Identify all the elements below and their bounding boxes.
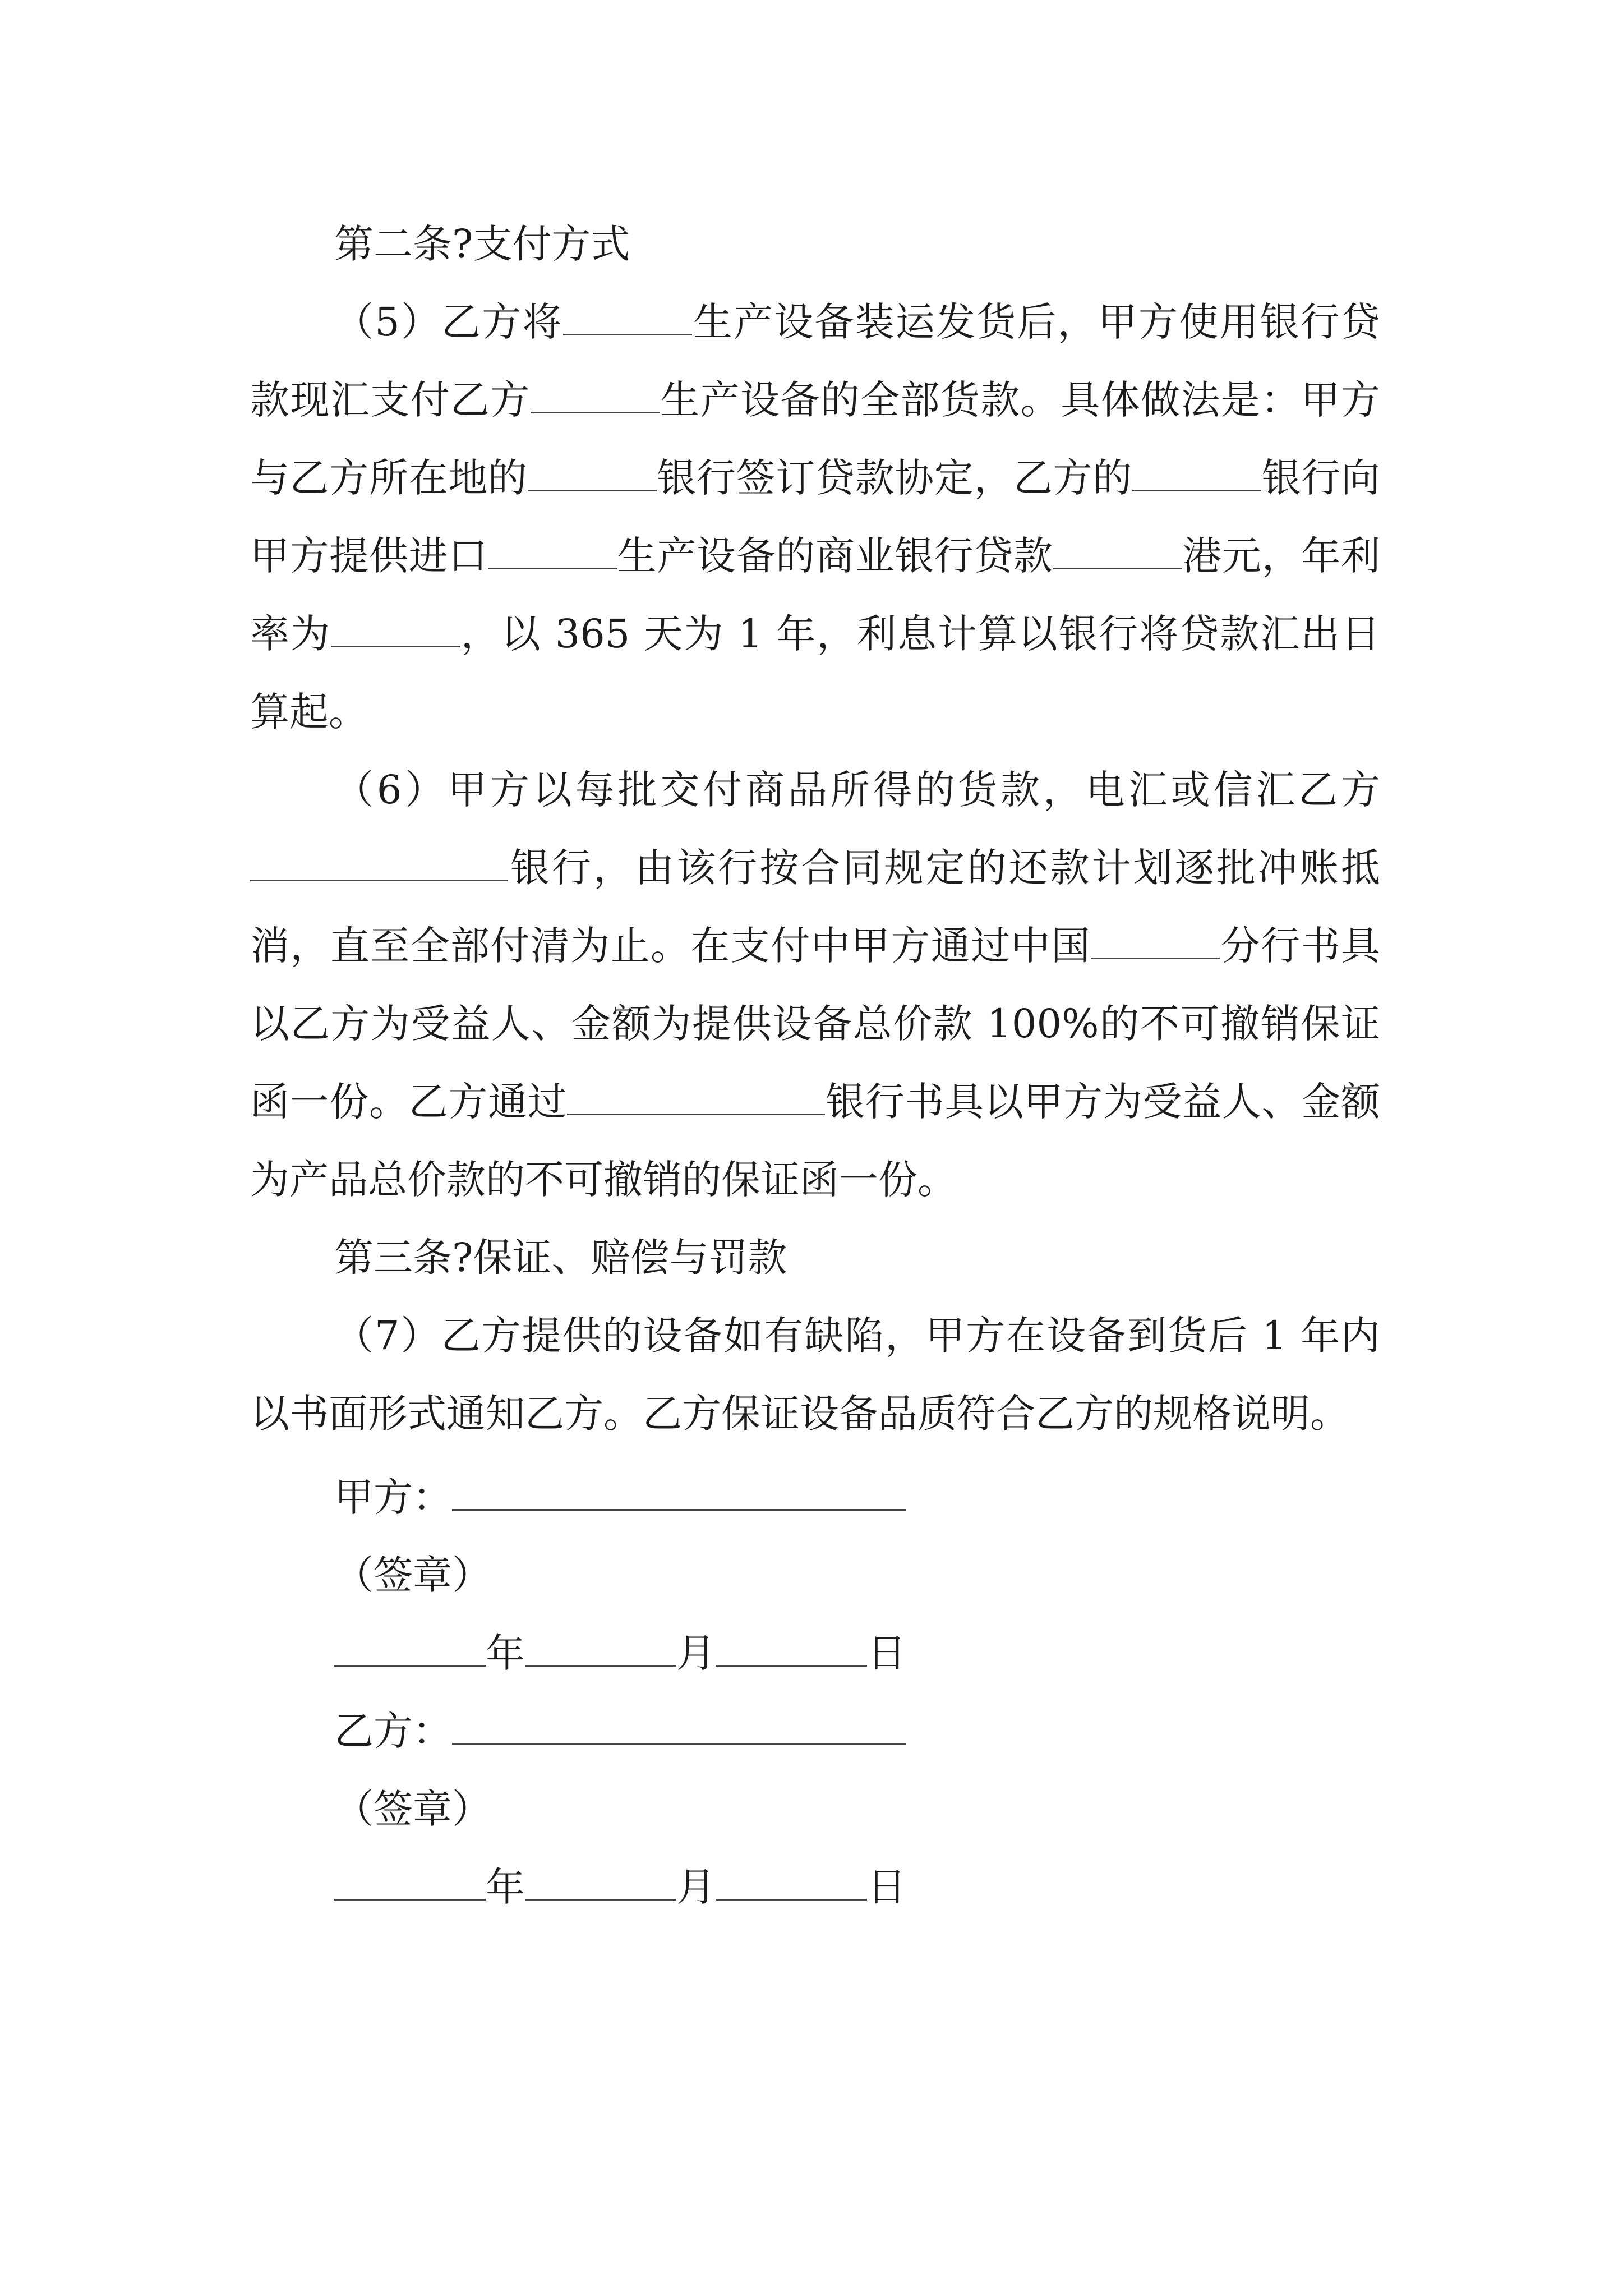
p6-text-3: 分行书具以乙方为受益人、金额为提供设备总价款 100%的不可撤销保证函一份。乙方通过: [250, 923, 1381, 1125]
blank-field: [1091, 921, 1220, 960]
party-b-seal: （签章）: [334, 1786, 491, 1832]
party-a-label: 甲方：: [334, 1474, 452, 1520]
p6-text-2: 银行，由该行按合同规定的还款计划逐批冲账抵消，直至全部付清为止。在支付中甲方通过中国: [250, 845, 1380, 969]
article-3-heading: 第三条?保证、赔偿与罚款: [334, 1235, 787, 1281]
blank-field: [1132, 453, 1261, 492]
p5-text-1: （5）乙方将: [334, 299, 563, 345]
p5-text-8: ，以 365 天为 1 年，利息计算以银行将贷款汇出日算起。: [250, 611, 1380, 735]
blank-field: [250, 843, 508, 882]
p5-text-5: 银行向甲方提供进口: [250, 455, 1381, 579]
month-label: 月: [676, 1864, 716, 1910]
day-label: 日: [867, 1630, 906, 1676]
day-field: [716, 1862, 867, 1901]
party-b-line: [250, 1692, 1380, 1770]
party-a-signature-field: [452, 1472, 906, 1511]
blank-field: [1053, 531, 1182, 570]
blank-field: [331, 609, 460, 648]
blank-field: [563, 297, 692, 336]
p6-text-1: （6）甲方以每批交付商品所得的货款，电汇或信汇乙方: [334, 767, 1380, 813]
blank-field: [531, 375, 660, 414]
blank-field: [528, 453, 657, 492]
day-field: [716, 1628, 867, 1667]
blank-field: [488, 531, 617, 570]
document-body: [250, 205, 1380, 1926]
p5-text-4: 银行签订贷款协定，乙方的: [656, 455, 1133, 501]
month-label: 月: [676, 1630, 716, 1676]
month-field: [525, 1628, 676, 1667]
signature-block: [250, 1458, 1380, 1926]
day-label: 日: [867, 1864, 906, 1910]
party-b-label: 乙方：: [334, 1708, 452, 1754]
article-2-heading: 第二条?支付方式: [334, 221, 630, 267]
paragraph-6: [250, 751, 1380, 1219]
p5-text-6: 生产设备的商业银行贷款: [616, 533, 1053, 579]
p5-text-2: 生产设备装运发货后，甲方使用银行贷款现汇支付乙方: [250, 299, 1380, 423]
party-b-signature-field: [452, 1706, 906, 1745]
paragraph-7: （7）乙方提供的设备如有缺陷，甲方在设备到货后 1 年内以书面形式通知乙方。乙方保证设备品质符合乙方的规格说明。: [250, 1313, 1380, 1437]
party-a-date: [250, 1614, 1380, 1692]
year-label: 年: [486, 1864, 525, 1910]
month-field: [525, 1862, 676, 1901]
p6-text-4: 银行书具以甲方为受益人、金额为产品总价款的不可撤销的保证函一份。: [250, 1079, 1381, 1203]
year-field: [334, 1628, 486, 1667]
party-b-date: [250, 1848, 1380, 1926]
year-label: 年: [486, 1630, 525, 1676]
party-a-seal: （签章）: [334, 1552, 491, 1598]
paragraph-5: [250, 283, 1380, 751]
p5-text-3: 生产设备的全部货款。具体做法是：甲方与乙方所在地的: [250, 377, 1381, 501]
party-a-line: [250, 1458, 1380, 1536]
p5-text-7: 港元，年利率为: [250, 533, 1381, 657]
year-field: [334, 1862, 486, 1901]
blank-field: [567, 1076, 825, 1116]
